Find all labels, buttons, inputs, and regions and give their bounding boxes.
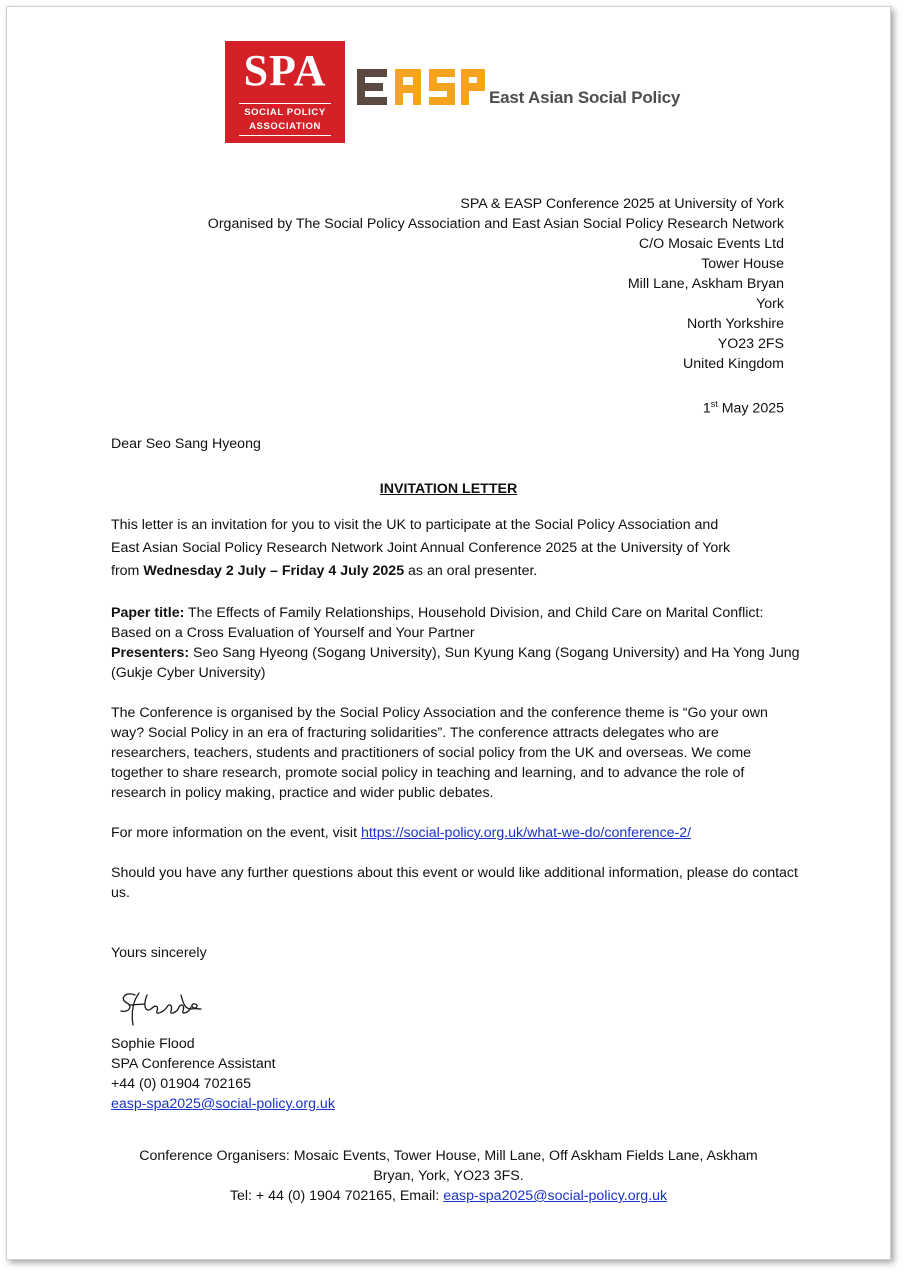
presenters-block (111, 643, 801, 683)
easp-logo-mark (355, 65, 487, 109)
paper-title-block (111, 603, 801, 643)
address-line: North Yorkshire (687, 316, 784, 332)
spa-logo-line2: ASSOCIATION (249, 121, 321, 132)
easp-logo-name: East Asian Social Policy (489, 88, 681, 107)
signatory-phone: +44 (0) 01904 702165 (111, 1076, 252, 1092)
footer-line-3 (7, 1186, 890, 1206)
presenters-label: Presenters: (111, 645, 190, 661)
signatory-name: Sophie Flood (111, 1036, 195, 1052)
signatory-block (111, 1034, 801, 1114)
date-suffix: st (710, 399, 718, 409)
footer-email-link[interactable]: easp-spa2025@social-policy.org.uk (443, 1188, 668, 1204)
theme-paragraph: The Conference is organised by the Social Policy Association and the conference theme is “Go your own way? Social Policy in an era of fracturing solidarities”. The conference attracts delegates who are researchers, teachers, students and practitioners of social policy from the UK and overseas. We come together to share research, promote social policy in teaching and learning, and to advance the role of research in policy making, practice and wider public debates. (111, 705, 768, 801)
address-line: SPA & EASP Conference 2025 at University of York (460, 196, 784, 212)
sender-address (208, 194, 784, 374)
address-line: Tower House (701, 256, 784, 272)
spa-logo-line1: SOCIAL POLICY (244, 107, 326, 118)
date-day: 1 (702, 400, 711, 417)
spa-logo (225, 41, 345, 143)
date-rest: May 2025 (717, 400, 784, 417)
address-line: Mill Lane, Askham Bryan (627, 276, 784, 292)
signatory-title: SPA Conference Assistant (111, 1056, 276, 1072)
signatory-email-link[interactable]: easp-spa2025@social-policy.org.uk (111, 1096, 335, 1112)
conference-dates: Wednesday 2 July – Friday 4 July 2025 (143, 563, 405, 579)
intro-line-2: East Asian Social Policy Research Network Joint Annual Conference 2025 at the University of York (111, 540, 731, 556)
address-line: YO23 2FS (717, 336, 784, 352)
more-info (111, 823, 801, 843)
paper-title: The Effects of Family Relationships, Household Division, and Child Care on Marital Conflict: Based on a Cross Evaluation of Yourself and Your Partner (111, 605, 764, 641)
address-line: Organised by The Social Policy Association and East Asian Social Policy Research Network (207, 216, 784, 232)
intro-from: from (111, 563, 144, 579)
letter-heading: INVITATION LETTER (379, 481, 518, 497)
footer-line-1: Conference Organisers: Mosaic Events, Tower House, Mill Lane, Off Askham Fields Lane, Askham (139, 1148, 758, 1164)
signature-image (115, 987, 205, 1029)
spa-logo-rule-bottom (239, 135, 331, 136)
intro-paragraph (111, 514, 801, 583)
footer (7, 1146, 890, 1206)
spa-logo-rule-top (239, 103, 331, 104)
paper-title-label: Paper title: (111, 605, 185, 621)
salutation: Dear Seo Sang Hyeong (111, 436, 261, 452)
footer-line-2: Bryan, York, YO23 3FS. (373, 1168, 524, 1184)
letter-page (6, 6, 891, 1260)
letter-date (703, 394, 784, 419)
spa-logo-main: SPA (243, 46, 327, 95)
presenters: Seo Sang Hyeong (Sogang University), Sun Kyung Kang (Sogang University) and Ha Yong Jung (Gukje Cyber University) (111, 645, 800, 681)
intro-role: as an oral presenter. (404, 563, 538, 579)
address-line: C/O Mosaic Events Ltd (638, 236, 784, 252)
footer-tel: Tel: + 44 (0) 1904 702165, Email: (229, 1188, 444, 1204)
intro-line-3 (111, 560, 801, 583)
address-line: United Kingdom (683, 356, 784, 372)
more-info-text: For more information on the event, visit (111, 825, 361, 841)
questions-paragraph: Should you have any further questions about this event or would like additional information, please do contact us. (111, 865, 798, 901)
conference-link[interactable]: https://social-policy.org.uk/what-we-do/conference-2/ (360, 825, 692, 841)
intro-line-1: This letter is an invitation for you to visit the UK to participate at the Social Policy Association and (111, 517, 719, 533)
address-line: York (756, 296, 784, 312)
closing: Yours sincerely (111, 945, 207, 961)
